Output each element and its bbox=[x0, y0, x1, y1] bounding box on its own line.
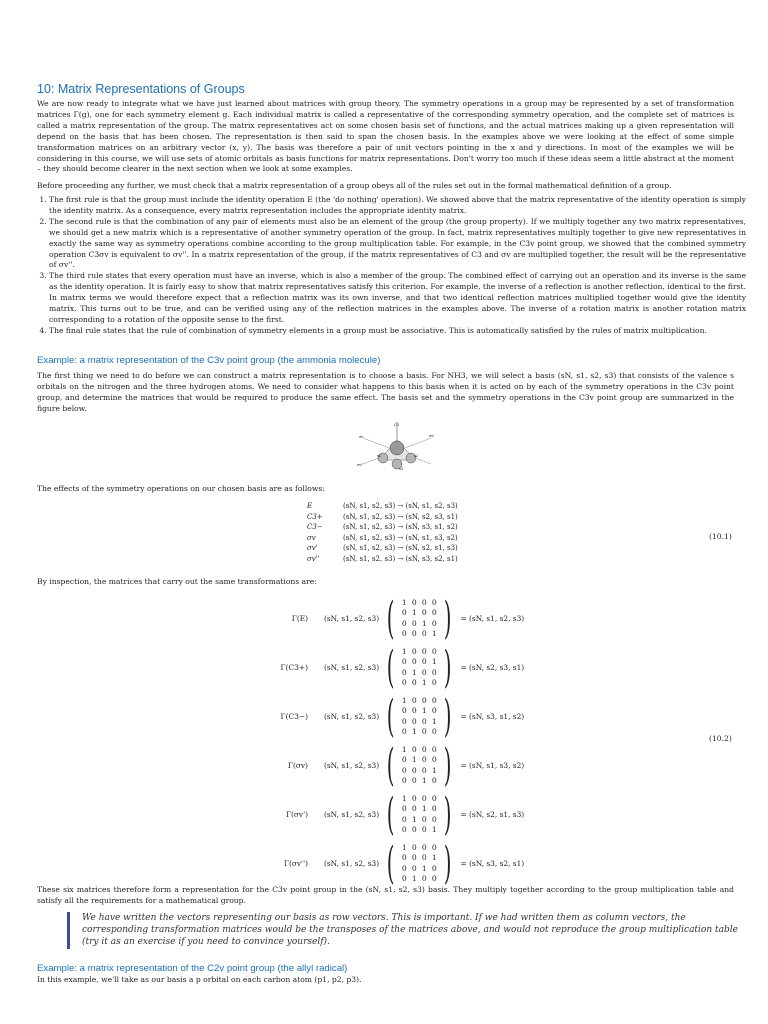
transformation-matrix bbox=[382, 739, 456, 791]
figure-label: C3 bbox=[394, 423, 399, 427]
transformation-matrix bbox=[382, 690, 456, 742]
matrix-cell: 1 bbox=[421, 804, 427, 813]
matrix-cell: 0 bbox=[431, 608, 437, 617]
matrix-cell: 0 bbox=[411, 629, 417, 638]
basis-vector: (sN, s1, s2, s3) bbox=[324, 761, 380, 770]
matrix-right-paren: ) bbox=[444, 690, 452, 742]
matrix-cell: 0 bbox=[411, 776, 417, 785]
matrix-cell: 1 bbox=[431, 853, 437, 862]
basis-vector: (sN, s1, s2, s3) bbox=[324, 663, 380, 672]
effect-row bbox=[307, 533, 458, 544]
matrix-cell: 0 bbox=[401, 716, 407, 726]
matrix-cell: 0 bbox=[401, 667, 407, 677]
matrix-cell: 1 bbox=[431, 629, 437, 638]
matrix-cell: 0 bbox=[411, 678, 417, 687]
matrix-right-paren: ) bbox=[444, 592, 452, 644]
matrix-cell: 0 bbox=[411, 863, 417, 873]
matrix-cell: 1 bbox=[401, 597, 407, 607]
effect-row bbox=[307, 543, 458, 554]
matrix-equation-row bbox=[272, 643, 524, 692]
matrix-cell: 1 bbox=[421, 776, 427, 785]
note-blockquote: We have written the vectors representing our basis as row vectors. This is important. If we had written them as column vectors, the corresponding transformation matrices would be the transposes of the matrices above, and would not reproduce the group multiplication table (try it as an exercise if you need to convince yourself). bbox=[67, 912, 742, 949]
matrix-cell: 1 bbox=[411, 608, 417, 617]
matrix-equation-row bbox=[272, 741, 524, 790]
basis-vector: (sN, s1, s2, s3) bbox=[324, 810, 380, 819]
matrix-grid bbox=[399, 646, 439, 690]
matrix-cell: 1 bbox=[411, 874, 417, 883]
effect-result: (sN, s1, s2, s3) → (sN, s2, s1, s3) bbox=[343, 544, 458, 553]
matrix-left-paren: ( bbox=[386, 788, 395, 840]
matrix-cell: 0 bbox=[431, 814, 437, 824]
matrix-cell: 0 bbox=[421, 874, 427, 883]
matrix-cell: 1 bbox=[411, 727, 417, 736]
matrix-cell: 0 bbox=[411, 765, 417, 775]
effects-intro: The effects of the symmetry operations on our chosen basis are as follows: bbox=[37, 484, 325, 493]
example2-text: In this example, we'll take as our basis a p orbital on each carbon atom (p1, p2, p3). bbox=[37, 975, 362, 984]
rule-item: 4. The final rule states that the rule of combination of symmetry elements in a group must be associative. This is automatically satisfied by the rules of matrix multiplication. bbox=[49, 326, 746, 337]
matrix-cell: 0 bbox=[401, 608, 407, 617]
matrix-equation-row bbox=[272, 839, 524, 888]
effect-row bbox=[307, 522, 458, 533]
matrix-cell: 0 bbox=[431, 793, 437, 803]
matrix-name: Γ(σv') bbox=[285, 810, 308, 819]
matrix-left-paren: ( bbox=[386, 837, 395, 889]
matrix-cell: 1 bbox=[421, 863, 427, 873]
operation-label: E bbox=[307, 502, 313, 510]
matrix-cell: 0 bbox=[411, 618, 417, 628]
matrix-cell: 1 bbox=[431, 765, 437, 775]
effects-equation-block bbox=[307, 501, 458, 565]
matrix-cell: 0 bbox=[401, 863, 407, 873]
matrix-equation-row bbox=[272, 594, 524, 643]
operation-label: C3− bbox=[307, 523, 323, 532]
matrix-cell: 0 bbox=[431, 755, 437, 764]
matrix-cell: 0 bbox=[431, 618, 437, 628]
transformation-matrix bbox=[382, 641, 456, 693]
matrix-grid bbox=[399, 597, 439, 641]
operation-label: σv' bbox=[307, 544, 318, 553]
matrix-cell: 0 bbox=[431, 744, 437, 754]
matrix-cell: 0 bbox=[401, 657, 407, 666]
figure-label: s3 bbox=[399, 467, 404, 471]
matrix-equation-row bbox=[272, 692, 524, 741]
basis-vector: (sN, s1, s2, s3) bbox=[324, 712, 380, 721]
matrix-cell: 0 bbox=[401, 804, 407, 813]
operation-label: σv'' bbox=[307, 554, 320, 563]
matrix-cell: 0 bbox=[421, 765, 427, 775]
matrix-result: = (sN, s1, s2, s3) bbox=[460, 614, 525, 623]
matrix-cell: 0 bbox=[411, 744, 417, 754]
matrix-equations bbox=[272, 594, 524, 888]
matrix-cell: 0 bbox=[431, 842, 437, 852]
matrix-cell: 0 bbox=[431, 646, 437, 656]
effect-result: (sN, s1, s2, s3) → (sN, s3, s1, s2) bbox=[343, 523, 458, 532]
matrix-cell: 0 bbox=[401, 706, 407, 715]
matrix-cell: 1 bbox=[411, 667, 417, 677]
matrix-cell: 1 bbox=[421, 618, 427, 628]
matrix-cell: 0 bbox=[431, 776, 437, 785]
matrix-cell: 1 bbox=[401, 842, 407, 852]
matrix-name: Γ(C3−) bbox=[280, 712, 308, 721]
matrix-left-paren: ( bbox=[386, 641, 395, 693]
matrix-cell: 0 bbox=[401, 853, 407, 862]
matrix-name: Γ(σv) bbox=[287, 761, 308, 770]
matrix-cell: 1 bbox=[431, 716, 437, 726]
intro-paragraph: We are now ready to integrate what we have just learned about matrices with group theory. The symmetry operations in a group may be represented by a set of transformation matrices Γ(g), one for each symmetry element g. Each individual matrix is called a representative of the corresponding symmetry operation, and the complete set of matrices is called a matrix representation of the group. The matrix representatives act on some chosen basis set of functions, and the actual matrices making up a given representation will depend on the basis that has been chosen. The representation is then said to span the chosen basis. In the examples above we were looking at the effect of some simple transformation matrices on an arbitrary vector (x, y). The basis was therefore a pair of unit vectors pointing in the x and y directions. In most of the examples we will be considering in this course, we will use sets of atomic orbitals as basis functions for matrix representations. Don't worry too much if these ideas seem a little abstract at the moment – they should become clearer in the next section when we look at some examples. bbox=[37, 99, 734, 174]
matrix-cell: 0 bbox=[401, 618, 407, 628]
matrix-cell: 0 bbox=[411, 853, 417, 862]
matrix-cell: 0 bbox=[421, 657, 427, 666]
matrix-cell: 1 bbox=[421, 678, 427, 687]
matrix-cell: 0 bbox=[421, 755, 427, 764]
matrix-cell: 0 bbox=[421, 629, 427, 638]
matrix-cell: 0 bbox=[421, 716, 427, 726]
matrix-cell: 0 bbox=[431, 874, 437, 883]
matrix-cell: 0 bbox=[431, 667, 437, 677]
nitrogen-orbital bbox=[390, 441, 404, 455]
matrix-cell: 0 bbox=[411, 716, 417, 726]
matrix-cell: 0 bbox=[421, 727, 427, 736]
operation-label: σv bbox=[307, 533, 316, 542]
six-matrices-text: These six matrices therefore form a representation for the C3v point group in the (sN, s1, s2, s3) basis. They multiply together according to the group multiplication table and satisfy all the requirements for a mathematical group. bbox=[37, 885, 734, 905]
equation-number: (10.2) bbox=[709, 734, 732, 743]
matrix-cell: 1 bbox=[401, 646, 407, 656]
effect-row bbox=[307, 554, 458, 565]
matrix-cell: 0 bbox=[421, 793, 427, 803]
matrix-result: = (sN, s2, s1, s3) bbox=[460, 810, 525, 819]
matrix-cell: 0 bbox=[401, 755, 407, 764]
matrix-result: = (sN, s1, s3, s2) bbox=[460, 761, 525, 770]
group-rules-list bbox=[37, 195, 746, 337]
matrix-result: = (sN, s3, s2, s1) bbox=[460, 859, 525, 868]
rule-item: 2. The second rule is that the combination of any pair of elements must also be an element of the group (the group property). If we multiply together any two matrix representatives, we should get a new matrix which is a representative of another symmetry operation of the group. In fact, matrix representatives multiply together to give new representatives in exactly the same way as symmetry operations combine according to the group multiplication table. For example, in the C3v point group, we showed that the combined symmetry operation C3σv is equivalent to σv''. In a matrix representation of the group, if the matrix representatives of C3 and σv are multiplied together, the result will be the representative of σv''. bbox=[49, 217, 746, 272]
equation-number: (10.1) bbox=[709, 532, 732, 541]
matrix-cell: 0 bbox=[421, 667, 427, 677]
matrix-cell: 1 bbox=[411, 755, 417, 764]
matrix-cell: 0 bbox=[411, 657, 417, 666]
matrix-cell: 0 bbox=[431, 706, 437, 715]
matrix-cell: 0 bbox=[431, 863, 437, 873]
rule-item: 1. The first rule is that the group must include the identity operation E (the 'do nothing' operation). We showed above that the matrix representative of the identity operation is simply the identity matrix. As a consequence, every matrix representation includes the appropriate identity matrix. bbox=[49, 195, 746, 217]
matrix-cell: 0 bbox=[421, 608, 427, 617]
figure-label: σv'' bbox=[357, 463, 364, 467]
matrix-cell: 0 bbox=[431, 597, 437, 607]
matrix-left-paren: ( bbox=[386, 592, 395, 644]
matrix-cell: 0 bbox=[401, 765, 407, 775]
figure-label: σv' bbox=[429, 434, 435, 438]
matrix-cell: 0 bbox=[421, 744, 427, 754]
matrix-cell: 1 bbox=[401, 695, 407, 705]
matrix-cell: 0 bbox=[411, 706, 417, 715]
matrix-cell: 0 bbox=[421, 825, 427, 834]
matrix-cell: 0 bbox=[421, 646, 427, 656]
matrix-equation-row bbox=[272, 790, 524, 839]
matrix-cell: 1 bbox=[421, 706, 427, 715]
matrix-grid bbox=[399, 744, 439, 788]
figure-label: s2 bbox=[414, 454, 419, 458]
matrix-cell: 0 bbox=[421, 853, 427, 862]
operation-label: C3+ bbox=[307, 512, 323, 521]
matrix-cell: 0 bbox=[431, 678, 437, 687]
page-title: 10: Matrix Representations of Groups bbox=[37, 82, 245, 96]
matrix-result: = (sN, s2, s3, s1) bbox=[460, 663, 525, 672]
matrix-cell: 1 bbox=[431, 657, 437, 666]
matrix-cell: 0 bbox=[421, 814, 427, 824]
matrix-cell: 0 bbox=[421, 842, 427, 852]
matrix-cell: 0 bbox=[411, 646, 417, 656]
matrix-grid bbox=[399, 793, 439, 837]
matrix-result: = (sN, s3, s1, s2) bbox=[460, 712, 525, 721]
matrix-cell: 1 bbox=[411, 814, 417, 824]
basis-vector: (sN, s1, s2, s3) bbox=[324, 859, 380, 868]
example1-heading: Example: a matrix representation of the C3v point group (the ammonia molecule) bbox=[37, 355, 381, 366]
matrix-cell: 0 bbox=[421, 597, 427, 607]
matrix-cell: 1 bbox=[401, 744, 407, 754]
matrix-right-paren: ) bbox=[444, 837, 452, 889]
matrix-cell: 0 bbox=[411, 825, 417, 834]
matrix-cell: 0 bbox=[411, 695, 417, 705]
matrix-cell: 0 bbox=[431, 695, 437, 705]
effect-row bbox=[307, 512, 458, 523]
matrix-cell: 0 bbox=[401, 814, 407, 824]
matrix-cell: 1 bbox=[431, 825, 437, 834]
matrix-cell: 0 bbox=[401, 678, 407, 687]
matrix-cell: 0 bbox=[401, 874, 407, 883]
matrix-name: Γ(σv'') bbox=[283, 859, 308, 868]
matrix-left-paren: ( bbox=[386, 739, 395, 791]
effect-result: (sN, s1, s2, s3) → (sN, s1, s2, s3) bbox=[343, 502, 458, 510]
matrix-cell: 0 bbox=[431, 804, 437, 813]
matrix-left-paren: ( bbox=[386, 690, 395, 742]
matrix-cell: 0 bbox=[431, 727, 437, 736]
rule-item: 3. The third rule states that every operation must have an inverse, which is also a member of the group. The combined effect of carrying out an operation and its inverse is the same as the identity operation. It is fairly easy to show that matrix representatives satisfy this criterion. For example, the inverse of a reflection is another reflection, identical to the first. In matrix terms we would therefore expect that a reflection matrix was its own inverse, and that two identical reflection matrices multiplied together would give the identity matrix. This turns out to be true, and can be verified using any of the reflection matrices in the examples above. The inverse of a rotation matrix is another rotation matrix corresponding to a rotation of the opposite sense to the first. bbox=[49, 271, 746, 326]
basis-vector: (sN, s1, s2, s3) bbox=[324, 614, 380, 623]
effect-result: (sN, s1, s2, s3) → (sN, s2, s3, s1) bbox=[343, 512, 458, 521]
matrix-cell: 0 bbox=[421, 695, 427, 705]
inspection-text: By inspection, the matrices that carry out the same transformations are: bbox=[37, 577, 317, 586]
matrix-grid bbox=[399, 842, 439, 886]
matrix-cell: 1 bbox=[401, 793, 407, 803]
ammonia-basis-figure bbox=[355, 420, 439, 472]
matrix-cell: 0 bbox=[401, 825, 407, 834]
matrix-right-paren: ) bbox=[444, 641, 452, 693]
matrix-cell: 0 bbox=[401, 727, 407, 736]
matrix-name: Γ(C3+) bbox=[280, 663, 308, 672]
matrix-cell: 0 bbox=[411, 793, 417, 803]
before-paragraph: Before proceeding any further, we must check that a matrix representation of a group obeys all of the rules set out in the formal mathematical definition of a group. bbox=[37, 181, 672, 190]
transformation-matrix bbox=[382, 788, 456, 840]
transformation-matrix bbox=[382, 837, 456, 889]
matrix-grid bbox=[399, 695, 439, 739]
matrix-right-paren: ) bbox=[444, 788, 452, 840]
figure-label: σv bbox=[359, 435, 364, 439]
effect-row bbox=[307, 501, 458, 512]
example1-text: The first thing we need to do before we can construct a matrix representation is to choose a basis. For NH3, we will select a basis (sN, s1, s2, s3) that consists of the valence s orbitals on the nitrogen and the three hydrogen atoms. We need to consider what happens to this basis when it is acted on by each of the symmetry operations in the C3v point group, and determine the matrices that would be required to produce the same effect. The basis set and the symmetry operations in the C3v point group are summarized in the figure below. bbox=[37, 371, 734, 413]
matrix-cell: 0 bbox=[401, 629, 407, 638]
effect-result: (sN, s1, s2, s3) → (sN, s1, s3, s2) bbox=[343, 533, 458, 542]
matrix-cell: 0 bbox=[411, 842, 417, 852]
example2-heading: Example: a matrix representation of the C2v point group (the allyl radical) bbox=[37, 963, 348, 974]
matrix-name: Γ(E) bbox=[291, 614, 308, 623]
matrix-right-paren: ) bbox=[444, 739, 452, 791]
matrix-cell: 0 bbox=[411, 804, 417, 813]
transformation-matrix bbox=[382, 592, 456, 644]
effect-result: (sN, s1, s2, s3) → (sN, s3, s2, s1) bbox=[343, 554, 458, 563]
figure-label: s1 bbox=[377, 454, 382, 458]
matrix-cell: 0 bbox=[411, 597, 417, 607]
matrix-cell: 0 bbox=[401, 776, 407, 785]
